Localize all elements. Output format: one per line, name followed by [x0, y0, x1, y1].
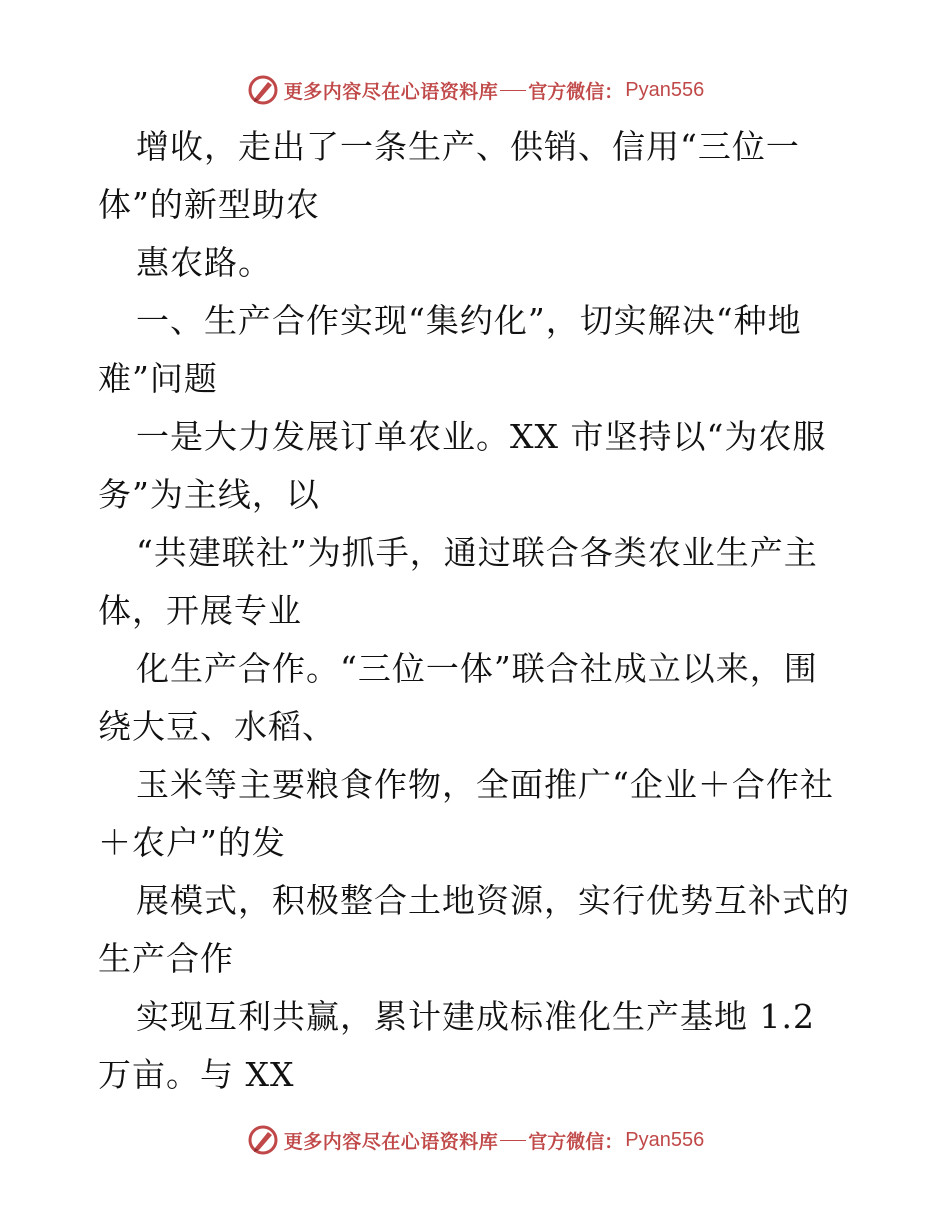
text-line: 一是大力发展订单农业。XX 市坚持以“为农服: [136, 417, 827, 456]
banner-wechat-id: Pyan556: [625, 1128, 705, 1151]
footer-banner: [0, 1120, 950, 1160]
text-line: 万亩。与 XX: [98, 1055, 295, 1094]
pen-logo-icon: [246, 1123, 280, 1157]
text-line: 实现互利共赢，累计建成标准化生产基地 1.2: [136, 997, 815, 1036]
text-line: 绕大豆、水稻、: [98, 707, 336, 746]
text-line: 惠农路。: [136, 243, 272, 282]
text-line: 体，开展专业: [98, 591, 302, 630]
banner-suffix: 官方微信：: [528, 80, 624, 103]
text-line: 玉米等主要粮食作物，全面推广“企业＋合作社: [136, 765, 834, 804]
banner-text: 更多内容尽在心语资料库: [283, 80, 499, 103]
banner-wechat-id: Pyan556: [625, 78, 705, 101]
text-line: 化生产合作。“三位一体”联合社成立以来，围: [136, 649, 818, 688]
text-line: 务”为主线，以: [98, 475, 320, 514]
text-line: 一、生产合作实现“集约化”，切实解决“种地: [136, 301, 802, 340]
banner-separator: [500, 1140, 526, 1141]
text-line: “共建联社”为抓手，通过联合各类农业生产主: [136, 533, 818, 572]
text-line: 体”的新型助农: [98, 185, 320, 224]
text-line: ＋农户”的发: [98, 823, 286, 862]
document-body: [98, 118, 858, 1104]
banner-suffix: 官方微信：: [528, 1130, 624, 1153]
banner-separator: [500, 90, 526, 91]
text-line: 难”问题: [98, 359, 218, 398]
text-line: 增收，走出了一条生产、供销、信用“三位一: [136, 127, 800, 166]
banner-text: 更多内容尽在心语资料库: [283, 1130, 499, 1153]
pen-logo-icon: [246, 73, 280, 107]
text-line: 生产合作: [98, 939, 234, 978]
header-banner: [0, 70, 950, 110]
text-line: 展模式，积极整合土地资源，实行优势互补式的: [136, 881, 850, 920]
